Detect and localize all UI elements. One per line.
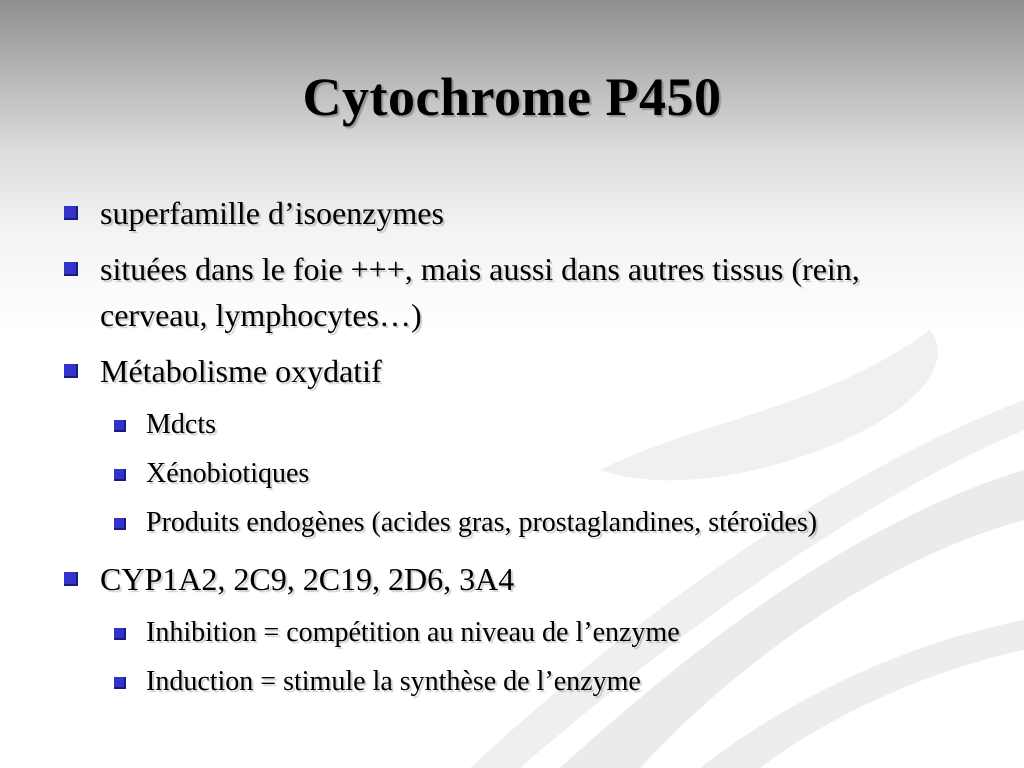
bullet-text: Métabolisme oxydatif — [100, 353, 382, 389]
sub-bullet-item — [62, 661, 962, 703]
square-bullet-icon — [64, 262, 78, 276]
slide-body — [62, 190, 962, 710]
square-bullet-icon — [114, 420, 126, 432]
slide-title: Cytochrome P450 — [302, 67, 722, 127]
square-bullet-icon — [64, 206, 78, 220]
bullet-text: superfamille d’isoenzymes — [100, 195, 444, 231]
sub-bullet-text: Xénobiotiques — [146, 458, 310, 489]
sub-bullet-item — [62, 502, 962, 544]
square-bullet-icon — [64, 572, 78, 586]
sub-bullet-text: Inhibition = compétition au niveau de l’enzyme — [146, 617, 680, 648]
sub-bullet-item — [62, 612, 962, 654]
sub-bullet-text: Produits endogènes (acides gras, prostaglandines, stéroïdes) — [146, 507, 818, 538]
sub-bullet-text: Induction = stimule la synthèse de l’enzyme — [146, 666, 641, 697]
sub-bullet-item — [62, 453, 962, 495]
sub-bullet-item — [62, 404, 962, 446]
square-bullet-icon — [64, 364, 78, 378]
bullet-item — [62, 190, 962, 236]
square-bullet-icon — [114, 677, 126, 689]
bullet-item — [62, 246, 962, 338]
square-bullet-icon — [114, 628, 126, 640]
bullet-item — [62, 348, 962, 394]
bullet-text: CYP1A2, 2C9, 2C19, 2D6, 3A4 — [100, 561, 515, 597]
sub-bullet-text: Mdcts — [146, 409, 216, 440]
bullet-text: situées dans le foie +++, mais aussi dans autres tissus (rein, cerveau, lymphocytes…) — [100, 251, 860, 333]
square-bullet-icon — [114, 469, 126, 481]
bullet-item — [62, 556, 962, 602]
square-bullet-icon — [114, 518, 126, 530]
